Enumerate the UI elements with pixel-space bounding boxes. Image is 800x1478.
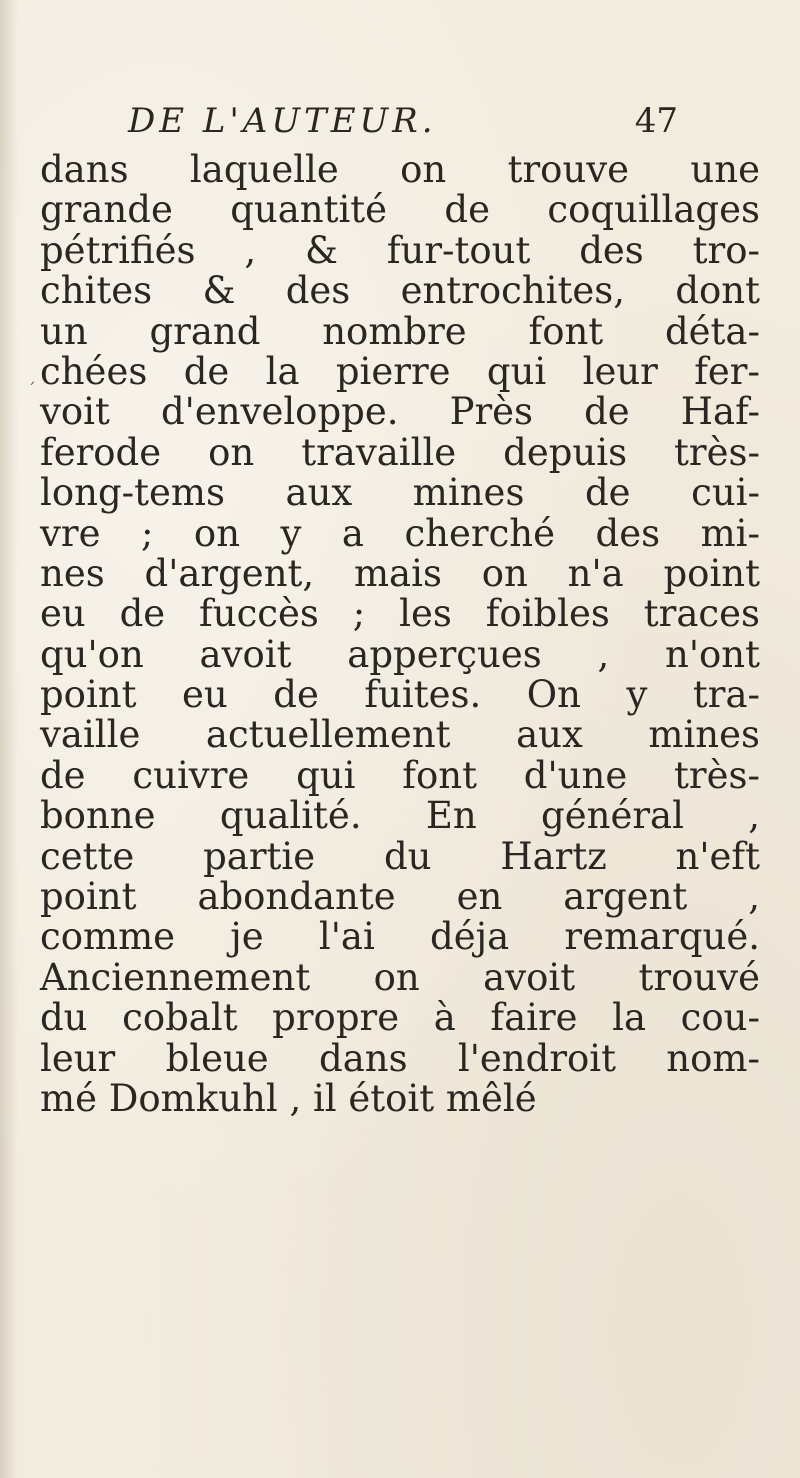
text-line: long-tems aux mines de cui- <box>40 471 760 515</box>
text-line: voit d'enveloppe. Près de Haf- <box>40 390 760 434</box>
margin-mark: ´ <box>27 380 36 401</box>
text-line: leur bleue dans l'endroit nom- <box>40 1036 760 1080</box>
text-line: qu'on avoit apperçues , n'ont <box>40 632 760 676</box>
text-line: pétrifiés , & fur-tout des tro- <box>40 228 760 272</box>
text-line: chites & des entrochites, dont <box>40 269 760 313</box>
body-text <box>40 150 760 1119</box>
text-line: bonne qualité. En général , <box>40 794 760 838</box>
running-head-title: DE L'AUTEUR. <box>128 101 437 141</box>
text-line: point eu de fuites. On y tra- <box>40 673 760 717</box>
text-line: du cobalt propre à faire la cou- <box>40 996 760 1040</box>
text-line: chées de la pierre qui leur fer- <box>40 349 760 393</box>
text-line: vaille actuellement aux mines <box>40 713 760 757</box>
gutter-shadow <box>0 0 18 1478</box>
text-line: dans laquelle on trouve une <box>40 148 760 191</box>
text-line: nes d'argent, mais on n'a point <box>40 551 760 595</box>
page-number: 47 <box>634 101 678 141</box>
text-line: un grand nombre font déta- <box>40 309 760 353</box>
running-head <box>128 98 678 144</box>
text-line: vre ; on y a cherché des mi- <box>40 511 760 555</box>
text-line: de cuivre qui font d'une très- <box>40 753 760 797</box>
text-line: eu de fuccès ; les foibles traces <box>40 592 760 636</box>
text-line: mé Domkuhl , il étoit mêlé <box>40 1076 537 1120</box>
text-line: grande quantité de coquillages <box>40 188 760 232</box>
text-line: ferode on travaille depuis très- <box>40 430 760 474</box>
text-line: point abondante en argent , <box>40 875 760 919</box>
text-line: comme je l'ai déja remarqué. <box>40 915 760 959</box>
text-line: cette partie du Hartz n'eft <box>40 834 760 878</box>
text-line: Anciennement on avoit trouvé <box>40 955 760 999</box>
